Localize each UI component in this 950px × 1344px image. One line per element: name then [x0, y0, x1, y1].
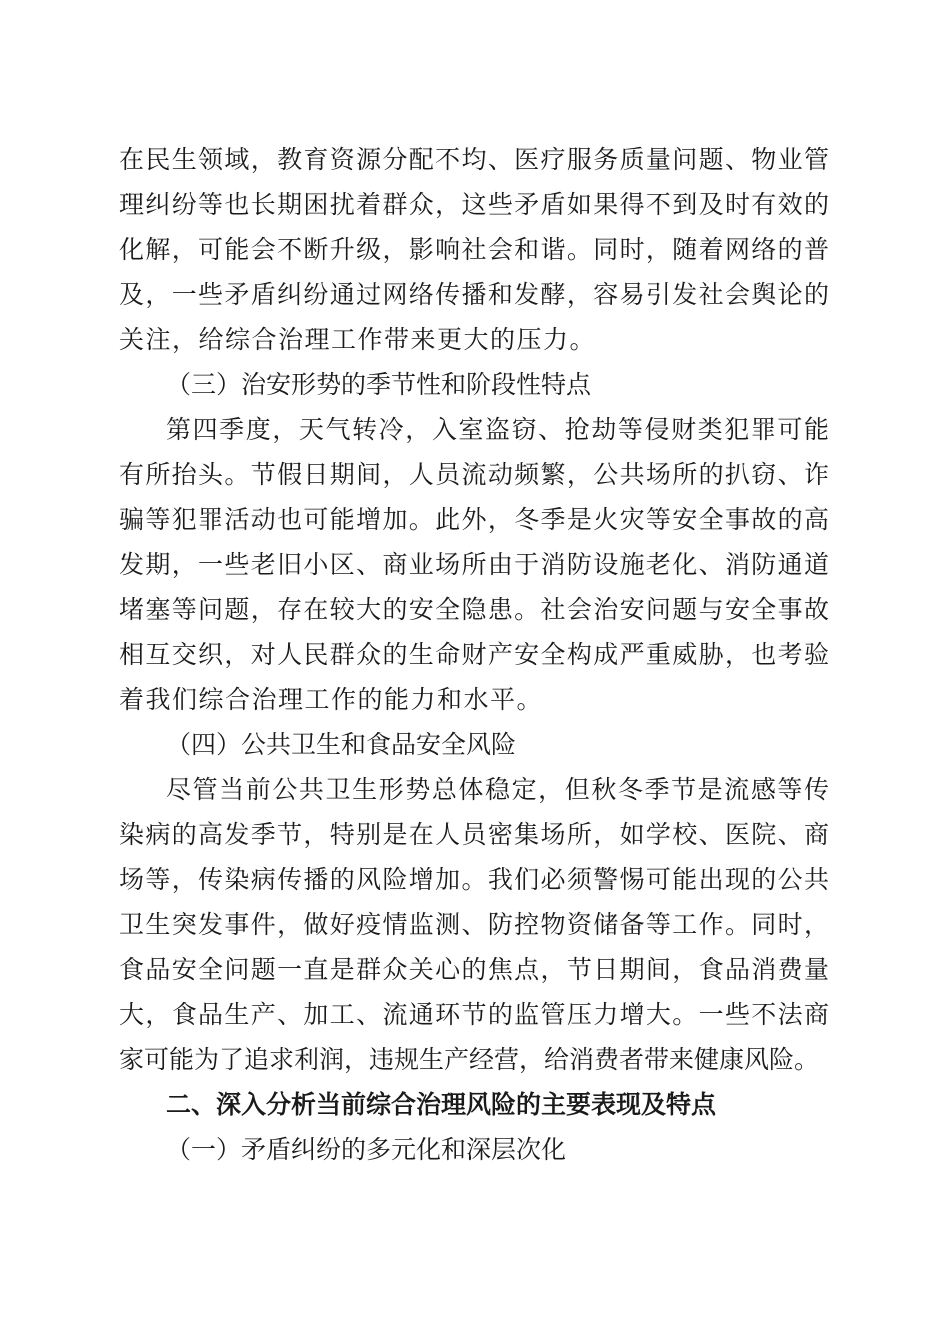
paragraph-line: 堵塞等问题，存在较大的安全隐患。社会治安问题与安全事故: [119, 595, 829, 624]
paragraph-line: 有所抬头。节假日期间，人员流动频繁，公共场所的扒窃、诈: [119, 460, 829, 489]
paragraph-line: 家可能为了追求利润，违规生产经营，给消费者带来健康风险。: [119, 1045, 820, 1074]
section-heading: （三）治安形势的季节性和阶段性特点: [166, 370, 592, 399]
section-heading: （一）矛盾纠纷的多元化和深层次化: [166, 1135, 567, 1164]
paragraph-line: 场等，传染病传播的风险增加。我们必须警惕可能出现的公共: [119, 865, 829, 894]
paragraph-line: 染病的高发季节，特别是在人员密集场所，如学校、医院、商: [119, 820, 829, 849]
section-heading: （四）公共卫生和食品安全风险: [166, 730, 517, 759]
paragraph-line: 理纠纷等也长期困扰着群众，这些矛盾如果得不到及时有效的: [119, 190, 829, 219]
paragraph-line: 骗等犯罪活动也可能增加。此外，冬季是火灾等安全事故的高: [119, 505, 829, 534]
paragraph-line: 及，一些矛盾纠纷通过网络传播和发酵，容易引发社会舆论的: [119, 280, 829, 309]
paragraph-line: 发期，一些老旧小区、商业场所由于消防设施老化、消防通道: [119, 550, 829, 579]
chapter-heading: 二、深入分析当前综合治理风险的主要表现及特点: [166, 1090, 717, 1119]
paragraph-line: 关注，给综合治理工作带来更大的压力。: [119, 325, 597, 354]
paragraph-line: 大，食品生产、加工、流通环节的监管压力增大。一些不法商: [119, 1000, 829, 1029]
paragraph-line: 尽管当前公共卫生形势总体稳定，但秋冬季节是流感等传: [166, 775, 829, 804]
paragraph-line: 化解，可能会不断升级，影响社会和谐。同时，随着网络的普: [119, 235, 829, 264]
paragraph-line: 食品安全问题一直是群众关心的焦点，节日期间，食品消费量: [119, 955, 829, 984]
paragraph-line: 相互交织，对人民群众的生命财产安全构成严重威胁，也考验: [119, 640, 829, 669]
paragraph-line: 第四季度，天气转冷，入室盗窃、抢劫等侵财类犯罪可能: [166, 415, 829, 444]
paragraph-line: 卫生突发事件，做好疫情监测、防控物资储备等工作。同时，: [119, 910, 829, 939]
paragraph-line: 在民生领域，教育资源分配不均、医疗服务质量问题、物业管: [119, 145, 829, 174]
paragraph-line: 着我们综合治理工作的能力和水平。: [119, 685, 544, 714]
